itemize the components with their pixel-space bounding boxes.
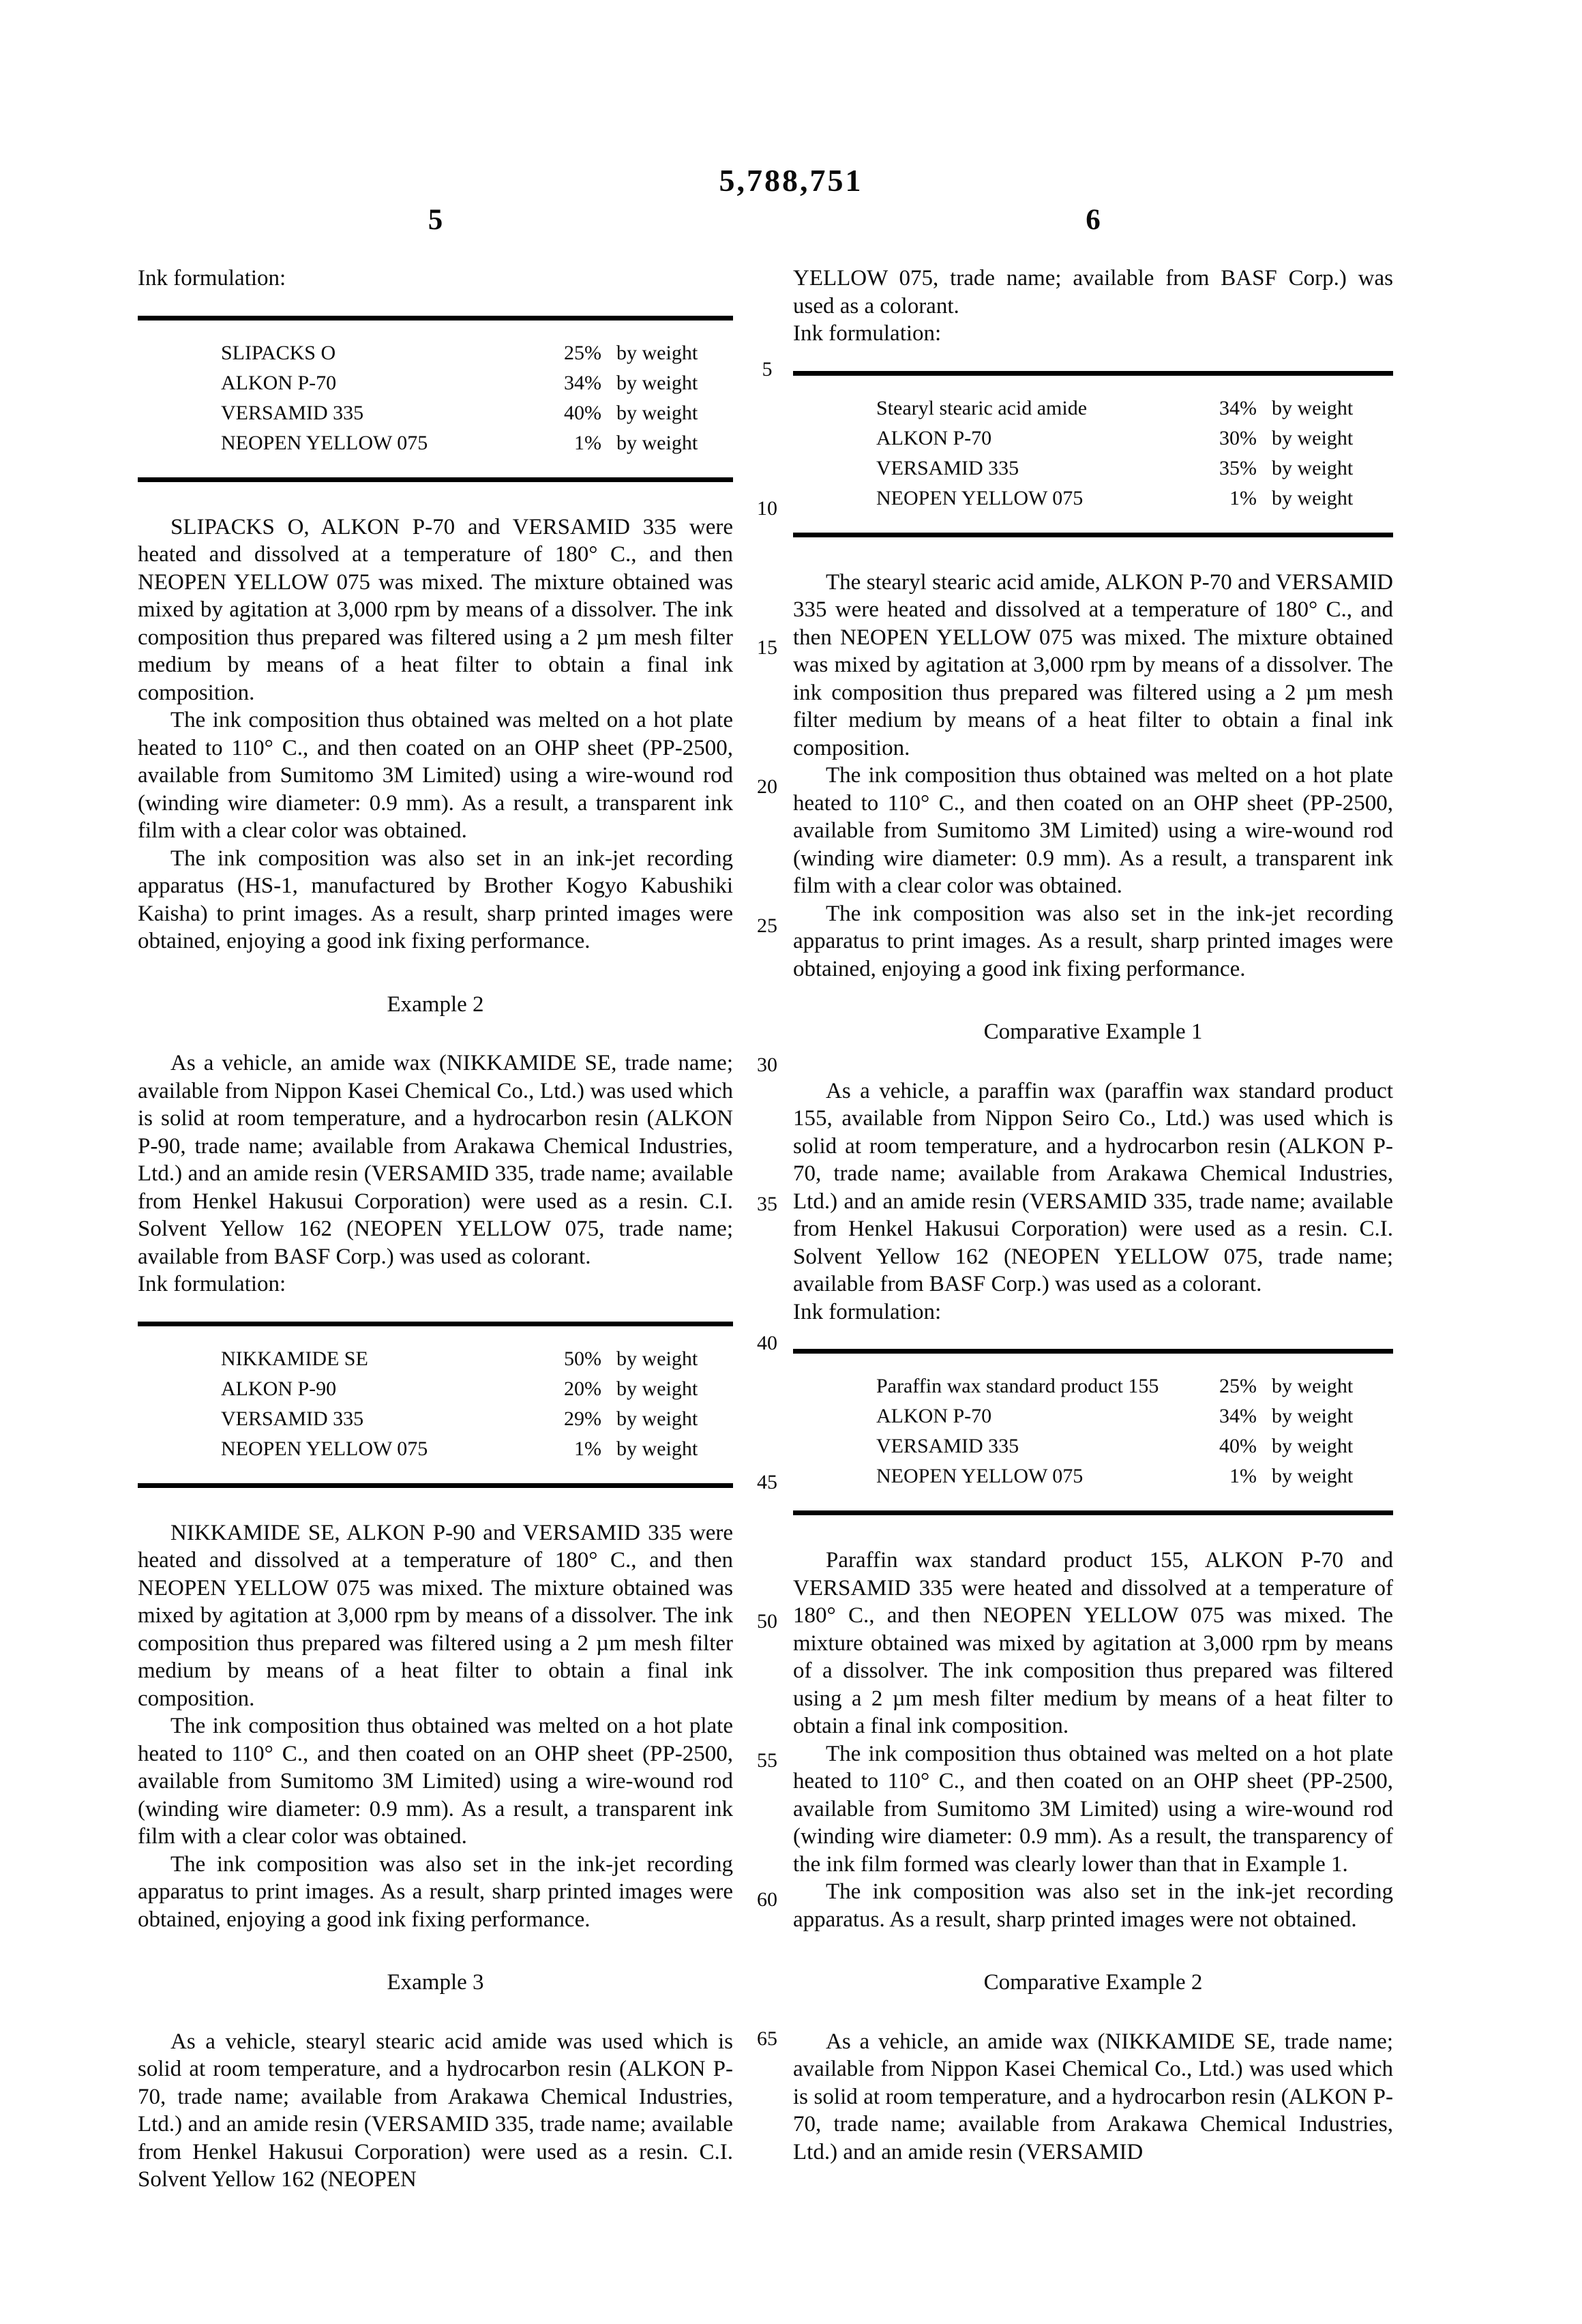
ink-formulation-label: Ink formulation: [138, 266, 286, 290]
ingredient-name: Paraffin wax standard product 155 [876, 1375, 1159, 1397]
ingredient-unit: by weight [616, 371, 698, 394]
paragraph: YELLOW 075, trade name; available from BASF Corp.) was used as a colorant. [793, 266, 1393, 318]
ingredient-value: 25% [564, 341, 601, 364]
ingredient-name: ALKON P-70 [221, 371, 337, 394]
ingredient-value: 1% [574, 1437, 601, 1460]
ingredient-unit: by weight [1272, 1405, 1354, 1427]
line-number: 15 [757, 636, 777, 659]
ink-formulation-label: Ink formulation: [793, 1299, 942, 1324]
paragraph: The ink composition was also set in the ink-jet recording apparatus. As a result, sharp printed images were not obtained. [793, 1879, 1393, 1932]
ingredient-name: ALKON P-90 [221, 1377, 337, 1400]
ingredient-name: VERSAMID 335 [221, 401, 364, 424]
table-row [138, 1374, 733, 1404]
section-heading: Comparative Example 1 [983, 1019, 1203, 1044]
ingredient-unit: by weight [1272, 396, 1354, 419]
ingredient-unit: by weight [1272, 456, 1354, 479]
paragraph: The ink composition was also set in the ink-jet recording apparatus to print images. As a result, sharp printed images were obtained, enjoying a good ink fixing performance. [138, 1851, 733, 1932]
table-row [138, 1344, 733, 1374]
table-row [138, 368, 733, 398]
paragraph: The ink composition thus obtained was melted on a hot plate heated to 110° C., and then coated on an OHP sheet (PP-2500, available from Sumitomo 3M Limited) using a wire-wound rod (winding wire diameter: 0.9 mm). As a result, a transparent ink film with a clear color was obtained. [138, 1714, 733, 1849]
line-number: 25 [757, 914, 777, 937]
ingredient-name: ALKON P-70 [876, 426, 992, 449]
ingredient-value: 34% [564, 371, 601, 394]
ingredient-name: NEOPEN YELLOW 075 [876, 486, 1084, 509]
table-row [138, 398, 733, 428]
ingredient-unit: by weight [1272, 486, 1354, 509]
ingredient-unit: by weight [616, 1407, 698, 1430]
column-number-left: 5 [428, 204, 443, 236]
line-number: 55 [757, 1749, 777, 1772]
ingredient-name: NEOPEN YELLOW 075 [221, 1437, 428, 1460]
table-row [793, 393, 1393, 423]
ingredient-name: NEOPEN YELLOW 075 [876, 1465, 1084, 1487]
ingredient-name: NEOPEN YELLOW 075 [221, 431, 428, 454]
table-row [793, 1431, 1393, 1461]
ingredient-value: 34% [1219, 396, 1257, 419]
paragraph: NIKKAMIDE SE, ALKON P-90 and VERSAMID 335 were heated and dissolved at a temperature of 180° C., and then NEOPEN YELLOW 075 was mixed. The mixture obtained was mixed by agitation at 3,000 rpm by means of a dissolver. The ink composition thus prepared was filtered using a 2 µm mesh filter medium by means of a heat filter to obtain a final ink composition. [138, 1520, 733, 1711]
paragraph: As a vehicle, stearyl stearic acid amide was used which is solid at room temperature, and a hydrocarbon resin (ALKON P-70, trade name; available from Arakawa Chemical Industries, Ltd.) and an amide resin (VERSAMID 335, trade name; available from Henkel Hakusui Corporation) were used as a resin. C.I. Solvent Yellow 162 (NEOPEN [138, 2029, 733, 2192]
ingredient-name: VERSAMID 335 [876, 1435, 1019, 1457]
paragraph: The ink composition thus obtained was melted on a hot plate heated to 110° C., and then coated on an OHP sheet (PP-2500, available from Sumitomo 3M Limited) using a wire-wound rod (winding wire diameter: 0.9 mm). As a result, a transparent ink film with a clear color was obtained. [138, 708, 733, 843]
ingredient-unit: by weight [1272, 1435, 1354, 1457]
ingredient-value: 34% [1219, 1405, 1257, 1427]
section-heading: Example 3 [387, 1970, 484, 1995]
line-number: 30 [757, 1054, 777, 1076]
section-heading: Example 2 [387, 992, 484, 1017]
paragraph: The stearyl stearic acid amide, ALKON P-70 and VERSAMID 335 were heated and dissolved at a temperature of 180° C., and then NEOPEN YELLOW 075 was mixed. The mixture obtained was mixed by agitation at 3,000 rpm by means of a dissolver. The ink composition thus prepared was filtered using a 2 µm mesh filter medium by means of a heat filter to obtain a final ink composition. [793, 569, 1393, 760]
line-number: 40 [757, 1332, 777, 1354]
ingredient-value: 1% [1229, 486, 1257, 509]
ingredient-value: 50% [564, 1347, 601, 1370]
ink-formulation-label: Ink formulation: [138, 1272, 286, 1296]
paragraph: As a vehicle, a paraffin wax (paraffin wax standard product 155, available from Nippon Seiro Co., Ltd.) was used which is solid at room temperature, and a hydrocarbon resin (ALKON P-70, trade name; available from Arakawa Chemical Industries, Ltd.) and an amide resin (VERSAMID 335, trade name; available from Henkel Hakusui Corporation) were used as a resin. C.I. Solvent Yellow 162 (NEOPEN YELLOW 075, trade name; available from BASF Corp.) was used as a colorant. [793, 1078, 1393, 1296]
table-row [793, 1461, 1393, 1491]
line-number: 45 [757, 1471, 777, 1493]
table-row [138, 338, 733, 368]
paragraph: As a vehicle, an amide wax (NIKKAMIDE SE, trade name; available from Nippon Kasei Chemical Co., Ltd.) was used which is solid at room temperature, and a hydrocarbon resin (ALKON P-70, trade name; available from Arakawa Chemical Industries, Ltd.) and an amide resin (VERSAMID [793, 2029, 1393, 2164]
ingredient-value: 30% [1219, 426, 1257, 449]
ingredient-value: 40% [564, 401, 601, 424]
paragraph: As a vehicle, an amide wax (NIKKAMIDE SE, trade name; available from Nippon Kasei Chemical Co., Ltd.) was used which is solid at room temperature, and a hydrocarbon resin (ALKON P-90, trade name; available from Arakawa Chemical Industries, Ltd.) and an amide resin (VERSAMID 335, trade name; available from Henkel Hakusui Corporation) were used as a resin. C.I. Solvent Yellow 162 (NEOPEN YELLOW 075, trade name; available from BASF Corp.) was used as colorant. [138, 1051, 733, 1269]
ingredient-name: NIKKAMIDE SE [221, 1347, 368, 1370]
line-number: 65 [757, 2027, 777, 2050]
ingredient-unit: by weight [616, 1377, 698, 1400]
column-number-right: 6 [1086, 204, 1101, 236]
ingredient-unit: by weight [616, 401, 698, 424]
ingredient-unit: by weight [616, 1347, 698, 1370]
line-number: 5 [762, 358, 773, 381]
table-row [793, 453, 1393, 483]
ink-formulation-label: Ink formulation: [793, 321, 942, 346]
table-row [138, 428, 733, 458]
ingredient-unit: by weight [1272, 1375, 1354, 1397]
line-number: 10 [757, 497, 777, 520]
left-column [138, 265, 733, 2194]
line-number: 20 [757, 775, 777, 798]
paragraph: The ink composition was also set in an ink-jet recording apparatus (HS-1, manufactured by Brother Kogyo Kabushiki Kaisha) to print images. As a result, sharp printed images were obtained, enjoying a good ink fixing performance. [138, 846, 733, 953]
table-row [793, 1401, 1393, 1431]
ingredient-value: 25% [1219, 1375, 1257, 1397]
paragraph: Paraffin wax standard product 155, ALKON P-70 and VERSAMID 335 were heated and dissolved at a temperature of 180° C., and then NEOPEN YELLOW 075 was mixed. The mixture obtained was mixed by agitation at 3,000 rpm by means of a dissolver. The ink composition thus prepared was filtered using a 2 µm mesh filter medium by means of a heat filter to obtain a final ink composition. [793, 1548, 1393, 1738]
ingredient-name: ALKON P-70 [876, 1405, 992, 1427]
paragraph: SLIPACKS O, ALKON P-70 and VERSAMID 335 were heated and dissolved at a temperature of 180° C., and then NEOPEN YELLOW 075 was mixed. The mixture obtained was mixed by agitation at 3,000 rpm by means of a dissolver. The ink composition thus prepared was filtered using a 2 µm mesh filter medium by means of a heat filter to obtain a final ink composition. [138, 514, 733, 705]
formulation-table [138, 1322, 733, 1488]
ingredient-value: 20% [564, 1377, 601, 1400]
line-number: 50 [757, 1610, 777, 1633]
ingredient-value: 35% [1219, 456, 1257, 479]
paragraph: The ink composition thus obtained was melted on a hot plate heated to 110° C., and then coated on an OHP sheet (PP-2500, available from Sumitomo 3M Limited) using a wire-wound rod (winding wire diameter: 0.9 mm). As a result, the transparency of the ink film formed was clearly lower than that in Example 1. [793, 1741, 1393, 1877]
table-row [138, 1434, 733, 1464]
ingredient-unit: by weight [1272, 426, 1354, 449]
ingredient-name: Stearyl stearic acid amide [876, 396, 1088, 419]
ingredient-name: SLIPACKS O [221, 341, 336, 364]
table-row [793, 483, 1393, 513]
line-number: 60 [757, 1888, 777, 1911]
table-row [793, 423, 1393, 453]
ingredient-value: 1% [574, 431, 601, 454]
formulation-table [793, 371, 1393, 537]
section-heading: Comparative Example 2 [983, 1970, 1203, 1995]
ingredient-unit: by weight [616, 1437, 698, 1460]
table-row [138, 1404, 733, 1434]
table-row [793, 1371, 1393, 1401]
paragraph: The ink composition thus obtained was melted on a hot plate heated to 110° C., and then coated on an OHP sheet (PP-2500, available from Sumitomo 3M Limited) using a wire-wound rod (winding wire diameter: 0.9 mm). As a result, a transparent ink film with a clear color was obtained. [793, 763, 1393, 898]
ingredient-unit: by weight [616, 341, 698, 364]
ingredient-unit: by weight [616, 431, 698, 454]
patent-number: 5,788,751 [719, 163, 863, 198]
ingredient-value: 29% [564, 1407, 601, 1430]
ingredient-name: VERSAMID 335 [876, 456, 1019, 479]
line-number: 35 [757, 1193, 777, 1215]
formulation-table [793, 1349, 1393, 1515]
ingredient-value: 1% [1229, 1465, 1257, 1487]
right-column [793, 265, 1393, 2166]
ingredient-unit: by weight [1272, 1465, 1354, 1487]
paragraph: The ink composition was also set in the ink-jet recording apparatus to print images. As a result, sharp printed images were obtained, enjoying a good ink fixing performance. [793, 901, 1393, 981]
ingredient-value: 40% [1219, 1435, 1257, 1457]
formulation-table [138, 316, 733, 482]
ingredient-name: VERSAMID 335 [221, 1407, 364, 1430]
